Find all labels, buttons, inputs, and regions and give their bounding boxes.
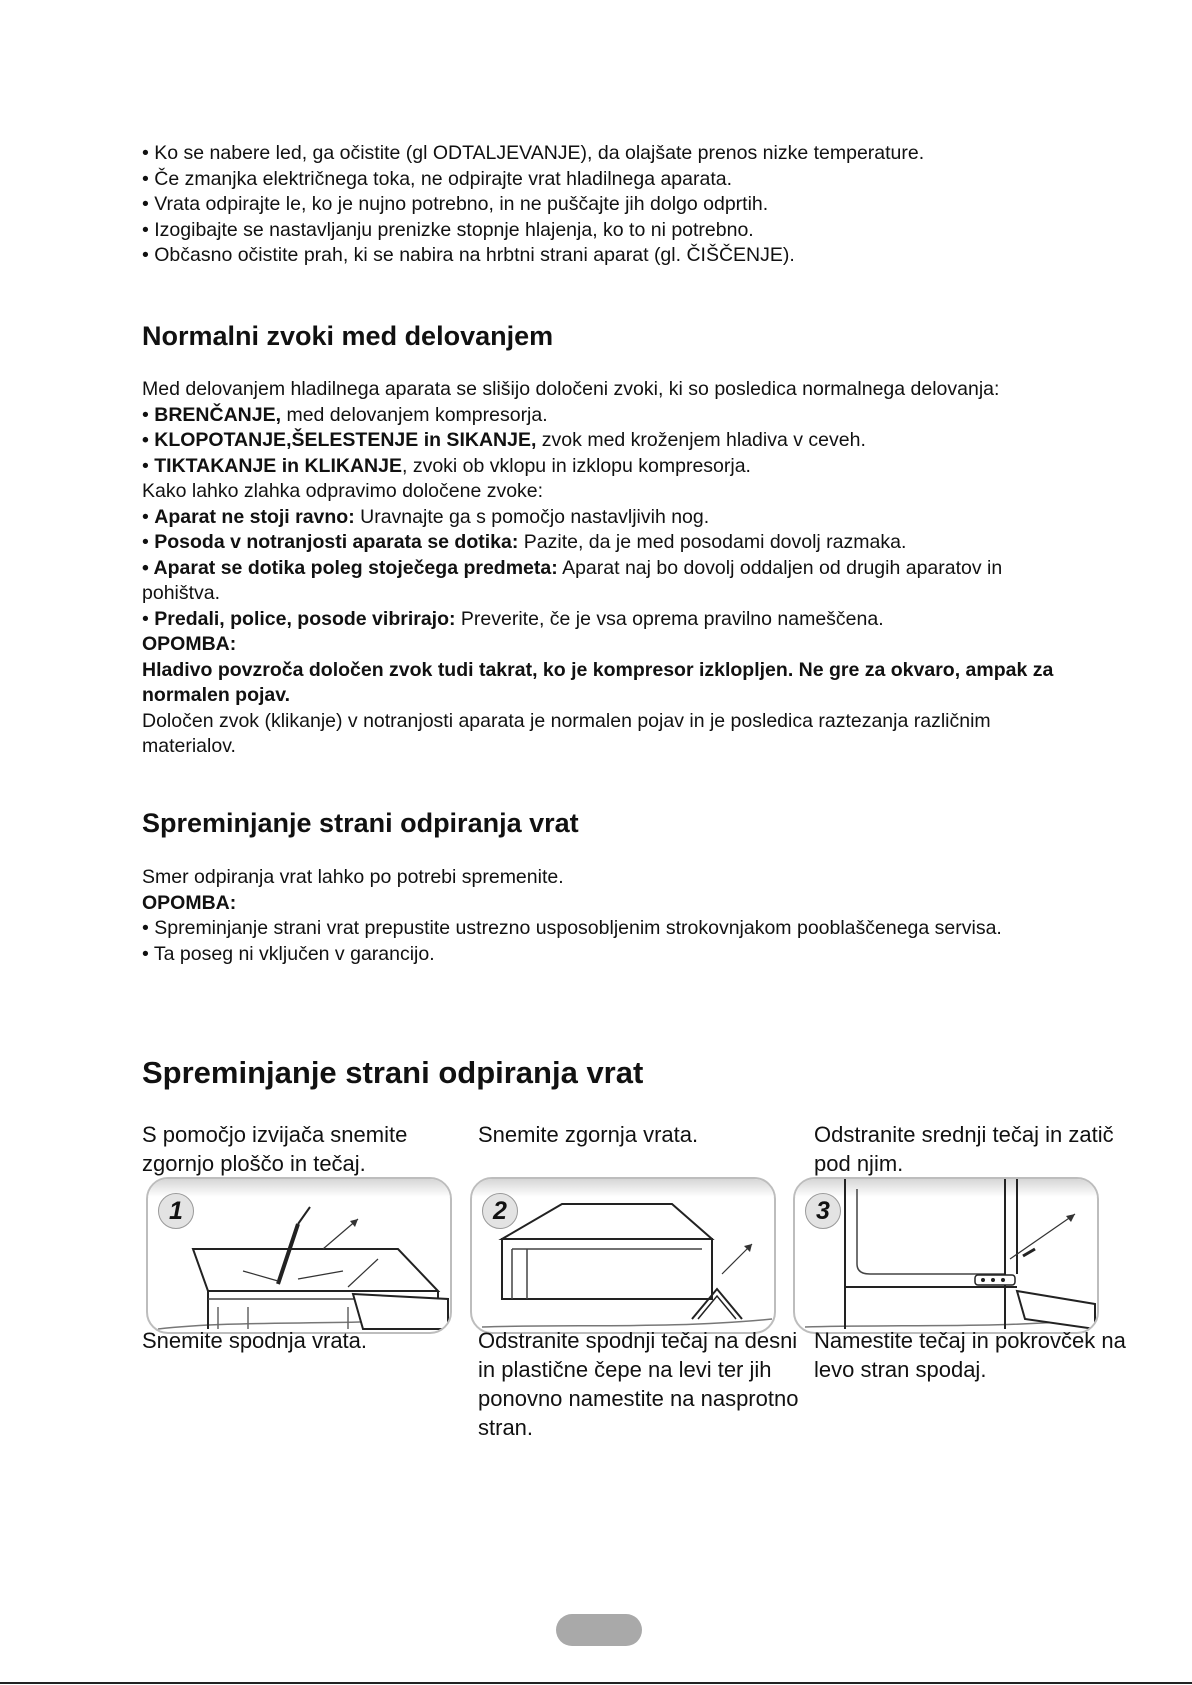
fridge-top-panel-illustration — [148, 1179, 450, 1332]
note-label: OPOMBA: — [142, 633, 237, 655]
step-figure-2 — [470, 1177, 776, 1334]
door-item: • Spreminjanje strani vrat prepustite ustrezno usposobljenim strokovnjakom pooblaščenega servisa. — [142, 916, 1062, 942]
step-figure-3 — [793, 1177, 1099, 1334]
step-caption-4: Snemite spodnja vrata. — [142, 1328, 368, 1353]
fix-item: • Aparat ne stoji ravno: Uravnajte ga s pomočjo nastavljivih nog. — [142, 505, 1062, 531]
noise-item: • TIKTAKANJE in KLIKANJE, zvoki ob vklopu in izklopu kompresorja. — [142, 454, 1062, 480]
note-text: Določen zvok (klikanje) v notranjosti aparata je normalen pojav in je posledica raztezanja različnim materialov. — [142, 709, 991, 757]
noise-item: • BRENČANJE, med delovanjem kompresorja. — [142, 403, 1062, 429]
tip-item: • Če zmanjka električnega toka, ne odpirajte vrat hladilnega aparata. — [142, 167, 1062, 193]
tip-item: • Občasno očistite prah, ki se nabira na hrbtni strani aparat (gl. ČIŠČENJE). — [142, 243, 1062, 269]
step-caption-2: Snemite zgornja vrata. — [478, 1122, 699, 1147]
step-caption-3: Odstranite srednji tečaj in zatič pod njim. — [814, 1122, 1114, 1176]
noise-heading: Normalni zvoki med delovanjem — [142, 321, 554, 351]
step-caption-1: S pomočjo izvijača snemite zgornjo ploščo in tečaj. — [142, 1122, 408, 1176]
tip-item: • Izogibajte se nastavljanju prenizke stopnje hlajenja, ko to ni potrebno. — [142, 218, 1062, 244]
step-figure-1 — [146, 1177, 452, 1334]
door-intro: Smer odpiranja vrat lahko po potrebi spremenite. — [142, 866, 564, 888]
door-item: • Ta poseg ni vključen v garancijo. — [142, 942, 1062, 968]
step-number: 2 — [482, 1193, 518, 1229]
door-heading: Spreminjanje strani odpiranja vrat — [142, 808, 579, 838]
step-caption-6: Namestite tečaj in pokrovček na levo stran spodaj. — [814, 1328, 1126, 1382]
fix-item: • Aparat se dotika poleg stoječega predmeta: Aparat naj bo dovolj oddaljen od drugih aparatov in pohištva. — [142, 556, 1062, 607]
door-note-label: OPOMBA: — [142, 891, 237, 914]
noise-item: • KLOPOTANJE,ŠELESTENJE in SIKANJE, zvok med kroženjem hladiva v ceveh. — [142, 428, 1062, 454]
fix-intro: Kako lahko zlahka odpravimo določene zvoke: — [142, 480, 544, 502]
fridge-middle-hinge-illustration — [795, 1179, 1097, 1332]
noise-section — [142, 377, 1062, 760]
footer-divider — [0, 1682, 1192, 1684]
tip-item: • Vrata odpirajte le, ko je nujno potrebno, in ne puščajte jih dolgo odprtih. — [142, 192, 1062, 218]
noise-intro: Med delovanjem hladilnega aparata se slišijo določeni zvoki, ki so posledica normalnega delovanja: — [142, 378, 1000, 400]
door-section — [142, 865, 1062, 967]
step-caption-5: Odstranite spodnji tečaj na desni in plastične čepe na levi ter jih ponovno namestite na nasprotno stran. — [478, 1328, 799, 1440]
page-number-pill — [556, 1614, 642, 1646]
tip-item: • Ko se nabere led, ga očistite (gl ODTALJEVANJE), da olajšate prenos nizke temperature. — [142, 141, 1062, 167]
tips-list — [142, 141, 1062, 269]
fix-item: • Predali, police, posode vibrirajo: Preverite, če je vsa oprema pravilno nameščena. — [142, 607, 1062, 633]
step-number: 3 — [805, 1193, 841, 1229]
fridge-top-door-illustration — [472, 1179, 774, 1332]
note-bold: Hladivo povzroča določen zvok tudi takrat, ko je kompresor izklopljen. Ne gre za okvaro, ampak za normalen pojav. — [142, 658, 1054, 706]
step-number: 1 — [158, 1193, 194, 1229]
steps-heading: Spreminjanje strani odpiranja vrat — [142, 1055, 644, 1090]
fix-item: • Posoda v notranjosti aparata se dotika: Pazite, da je med posodami dovolj razmaka. — [142, 530, 1062, 556]
